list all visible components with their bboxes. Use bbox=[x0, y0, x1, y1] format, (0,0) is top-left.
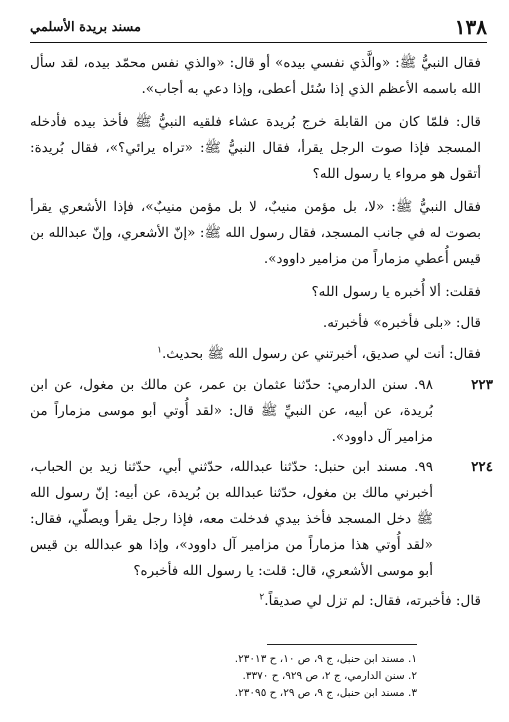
header-rule bbox=[30, 42, 487, 43]
main-text bbox=[30, 50, 493, 621]
footnote-rule bbox=[267, 644, 417, 645]
paragraph-text: قال: فأخبرته، فقال: لم تزل لي صديقاً. bbox=[264, 593, 481, 609]
paragraph: فقال النبيُّ ﷺ: «لا، بل مؤمن منيبٌ، لا بل مؤمن منيبٌ»، فإذا الأشعري يقرأ بصوت له في جانب المسجد، فقال رسول الله ﷺ: «إنّ الأشعري، وإنّ عبدالله بن قيس أُعطي مزماراً من مزامير داوود». bbox=[30, 199, 481, 267]
footnote-item: ٣. مسند ابن حنبل، ج ٩، ص ٢٩، ح ٢٣٠٩٥. bbox=[234, 687, 417, 699]
closing-paragraph bbox=[30, 588, 481, 614]
hadith-text: ٩٩. مسند ابن حنبل: حدّثنا عبدالله، حدّثني أبي، حدّثنا زيد بن الحباب، أخبرني مالك بن مغول، حدّثنا عبدالله بن بُريدة، عن أبيه: إنّ رسول الله ﷺ دخل المسجد فأخذ بيدي فدخلت معه، فإذا رجل يقرأ ويصلّي، فقال: «لقد أُوتي هذا مزماراً من مزامير آل داوود»، وإذا هو عبدالله بن قيس أبو موسى الأشعري، قال: قلت: يا رسول الله فأخبره؟ bbox=[30, 459, 433, 579]
paragraph: قال: فلمّا كان من القابلة خرج بُريدة عشاء فلقيه النبيُّ ﷺ فأخذ بيده فأدخله المسجد فإذا صوت الرجل يقرأ، فقال النبيُّ ﷺ: «تراه يرائي؟»، فقال بُريدة: أتقول هو مرواء يا رسول الله؟ bbox=[30, 114, 481, 182]
footnote-item: ١. مسند ابن حنبل، ج ٩، ص ١٠، ح ٢٣٠١٣. bbox=[234, 653, 417, 665]
running-title: مسند بريدة الأسلمي bbox=[30, 20, 141, 35]
paragraph-text: فقال: أنت لي صديق، أخبرتني عن رسول الله ﷺ بحديث. bbox=[161, 346, 481, 362]
footnote-list bbox=[87, 651, 417, 702]
footnotes bbox=[87, 644, 417, 702]
paragraph: قال: «بلى فأخبره» فأخبرته. bbox=[322, 315, 481, 331]
footnote-item: ٢. سنن الدارمي، ج ٢، ص ٩٢٩، ح ٣٣٧٠. bbox=[242, 670, 417, 682]
page-header bbox=[30, 14, 487, 40]
footnote-ref: ١ bbox=[157, 345, 162, 356]
footnote-ref: ٢ bbox=[259, 592, 265, 603]
hadith-entry bbox=[30, 372, 493, 450]
paragraph: فقال النبيُّ ﷺ: «والَّذي نفسي بيده» أو قال: «والذي نفس محمّد بيده، لقد سأل الله باسمه الأعظم الذي إذا سُئل أعطى، وإذا دعي به أجاب». bbox=[30, 55, 481, 97]
hadith-text: ٩٨. سنن الدارمي: حدّثنا عثمان بن عمر، عن مالك بن مغول، عن ابن بُريدة، عن أبيه، عن النبيِّ ﷺ قال: «لقد أُوتي أبو موسى مزماراً من مزامير آل داوود». bbox=[30, 377, 433, 445]
hadith-global-number: ٢٢٤ bbox=[471, 459, 493, 475]
paragraph bbox=[30, 341, 481, 367]
paragraph: فقلت: ألا أُخبره يا رسول الله؟ bbox=[311, 284, 481, 300]
hadith-entry bbox=[30, 454, 493, 584]
page-number: ١٣٨ bbox=[454, 15, 487, 39]
hadith-global-number: ٢٢٣ bbox=[471, 377, 493, 393]
